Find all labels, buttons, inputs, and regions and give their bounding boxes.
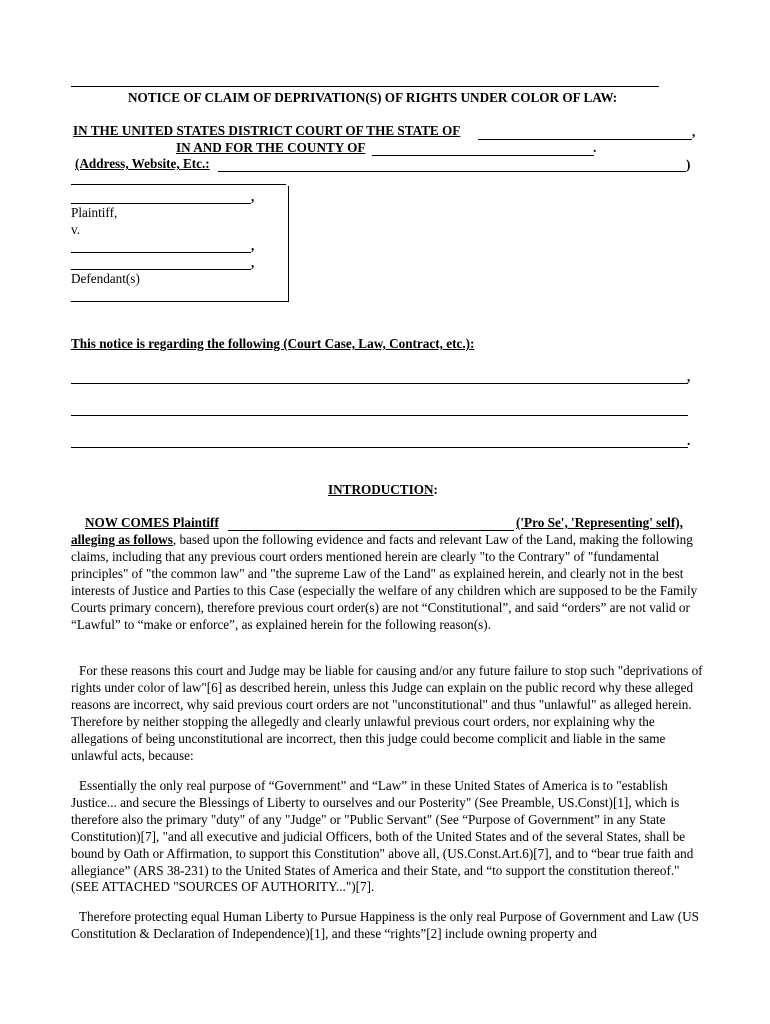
court-line-3-label: (Address, Website, Etc.:: [75, 156, 210, 171]
state-blank[interactable]: [478, 139, 692, 140]
address-blank[interactable]: [218, 171, 686, 172]
court-line-2: [176, 140, 365, 156]
defendant-label: Defendant(s): [71, 271, 140, 286]
paragraph-4: [71, 909, 703, 943]
defendant-name-blank-1[interactable]: [71, 252, 251, 253]
paragraph-1: [71, 532, 703, 633]
now-comes-text: NOW COMES Plaintiff: [85, 515, 219, 530]
court-line-1-label: IN THE UNITED STATES DISTRICT COURT OF THE STATE OF: [73, 123, 461, 138]
court-line-2-label: IN AND FOR THE COUNTY OF: [176, 140, 366, 155]
defendant-comma-2: ,: [251, 255, 255, 270]
court-line-1: [73, 123, 460, 139]
address-close-paren: ): [686, 157, 691, 172]
plaintiff-label: Plaintiff,: [71, 205, 118, 220]
alleging-as-follows: alleging as follows: [71, 532, 173, 547]
notice-regarding-label: This notice is regarding the following (Court Case, Law, Contract, etc.):: [71, 336, 475, 351]
regarding-blank-2[interactable]: [71, 415, 688, 416]
defendant-comma-1: ,: [251, 238, 255, 253]
paragraph-2: [71, 663, 703, 764]
caption-right-border: [288, 186, 289, 302]
county-blank[interactable]: [372, 155, 594, 156]
now-comes-line: [85, 515, 219, 531]
caption-top-rule: [71, 184, 286, 185]
plaintiff-name-blank[interactable]: [71, 203, 251, 204]
introduction-heading: [328, 482, 438, 498]
court-line-3: [75, 156, 210, 172]
defendant-name-blank-2[interactable]: [71, 269, 251, 270]
state-comma: ,: [692, 124, 696, 139]
introduction-heading-text: INTRODUCTION: [328, 482, 434, 497]
regarding-blank-3[interactable]: [71, 447, 688, 448]
paragraph-2-text: For these reasons this court and Judge may be liable for causing and/or any future failure to stop such "deprivations of rights under color of law"[6] as described herein, unless this Judge can explain on the public record why these alleged reasons are incorrect, why said previous court orders are not "unconstitutional" and thus "unlawful" as alleged herein. Therefore by neither stopping the allegedly and clearly unlawful previous court orders, nor explaining why the allegations of being unconstitutional are incorrect, then this judge could become complicit and liable in the same unlawful acts, because:: [71, 663, 703, 763]
versus-label: v.: [71, 222, 81, 237]
regarding-period-3: .: [687, 433, 691, 448]
regarding-blank-1[interactable]: [71, 383, 688, 384]
plaintiff-intro-blank[interactable]: [228, 530, 514, 531]
document-title: NOTICE OF CLAIM OF DEPRIVATION(S) OF RIGHTS UNDER COLOR OF LAW:: [128, 90, 618, 105]
caption-bottom-rule: [71, 301, 288, 302]
county-period: .: [593, 140, 597, 155]
paragraph-3: [71, 778, 703, 896]
paragraph-4-text: Therefore protecting equal Human Liberty to Pursue Happiness is the only real Purpose of Government and Law (US Constitution & Declaration of Independence)[1], and these “rights”[2] include owning property and: [71, 909, 700, 941]
paragraph-3-text: Essentially the only real purpose of “Government” and “Law” in these United States of America is to "establish Justice... and secure the Blessings of Liberty to ourselves and our Posterity" (See Preamble, US.Const)[1], which is therefore also the primary "duty" of any "Judge" or "Public Servant" (See “Purpose of Government” in any State Constitution)[7], "and all executive and judicial Officers, both of the United States and of the several States, shall be bound by Oath or Affirmation, to support this Constitution" above all, (US.Const.Art.6)[7], and to “bear true faith and allegiance” (ARS 38-231) to the United States of America and their State, and “to support the constitution thereof." (SEE ATTACHED "SOURCES OF AUTHORITY...")[7].: [71, 778, 694, 895]
introduction-colon: :: [433, 482, 438, 497]
plaintiff-comma: ,: [251, 189, 255, 204]
pro-se-text: ('Pro Se', 'Representing' self),: [516, 515, 683, 530]
paragraph-1-text: , based upon the following evidence and facts and relevant Law of the Land, making the following claims, including that any previous court orders mentioned herein are clearly "to the Contrary" of "fundamental principles" of "the common law" and "the supreme Law of the Land" as explained herein, and clearly not in the best interests of Justice and Parties to this Case (especially the welfare of any children which are supposed to be the Family Courts primary concern), therefore previous court order(s) are not “Constitutional”, and said “orders” are not valid or “Lawful” to “make or enforce”, as explained herein for the following reason(s).: [71, 532, 698, 632]
regarding-comma-1: ,: [687, 369, 691, 384]
top-rule: [71, 86, 659, 87]
